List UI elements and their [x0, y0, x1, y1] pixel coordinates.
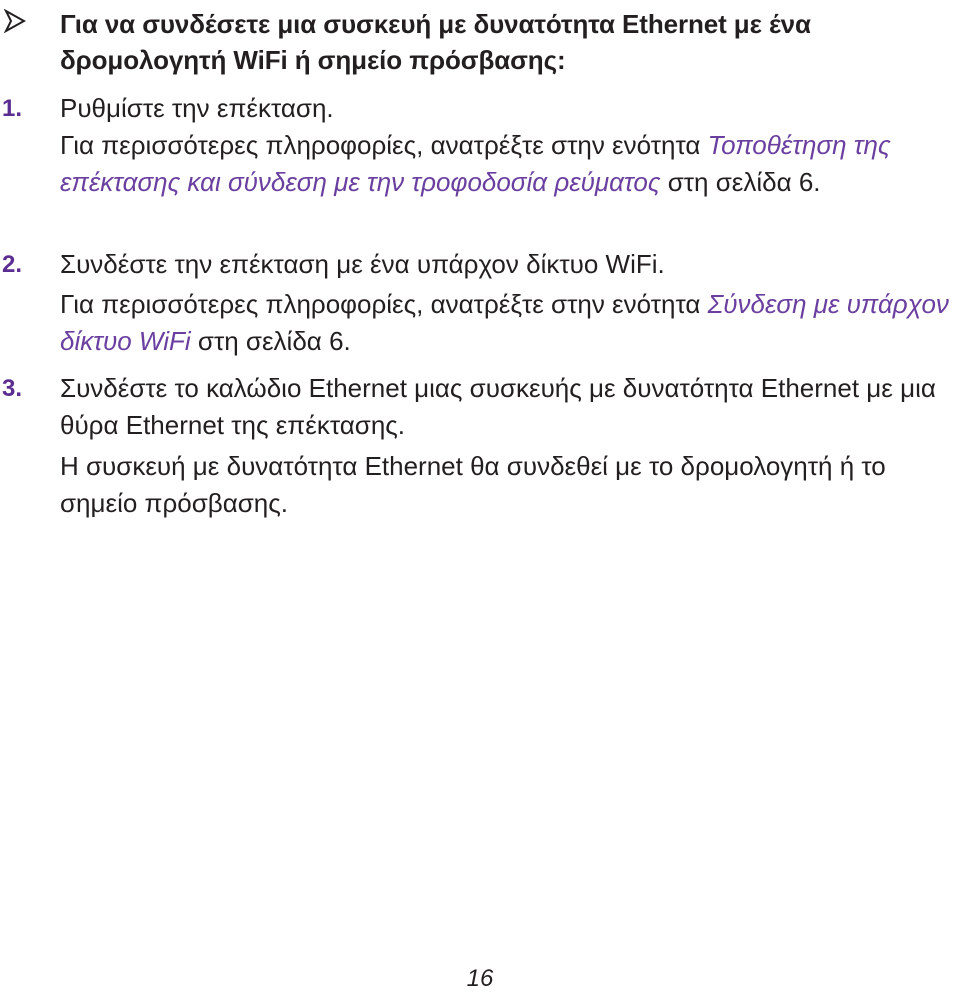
step-2-detail-suffix: στη σελίδα 6.	[197, 326, 351, 356]
step-3-title: Συνδέστε το καλώδιο Ethernet μιας συσκευής με δυνατότητα Ethernet με μια θύρα Ethernet της επέκτασης.	[60, 373, 936, 440]
page-number: 16	[466, 965, 494, 992]
section-heading: Για να συνδέσετε μια συσκευή με δυνατότητα Ethernet με ένα δρομολογητή WiFi ή σημείο πρόσβασης:	[60, 9, 811, 75]
arrow-bullet-icon	[4, 9, 26, 33]
step-2-detail-prefix: Για περισσότερες πληροφορίες, ανατρέξτε στην ενότητα	[60, 289, 701, 319]
step-3	[60, 370, 955, 444]
step-2-number: 2.	[2, 251, 23, 278]
step-1-detail-suffix: στη σελίδα 6.	[667, 167, 821, 197]
step-1-detail-link[interactable]: Τοποθέτηση της επέκτασης και σύνδεση με την τροφοδοσία ρεύματος	[60, 130, 891, 197]
step-3-number: 3.	[2, 375, 23, 402]
step-1-detail	[60, 127, 955, 201]
step-3-detail: Η συσκευή με δυνατότητα Ethernet θα συνδεθεί με το δρομολογητή ή το σημείο πρόσβασης.	[60, 451, 886, 518]
step-2-title: Συνδέστε την επέκταση με ένα υπάρχον δίκτυο WiFi.	[60, 249, 665, 279]
step-1-detail-prefix: Για περισσότερες πληροφορίες, ανατρέξτε στην ενότητα	[60, 130, 701, 160]
step-1-number: 1.	[2, 95, 23, 122]
step-1	[60, 90, 955, 127]
step-2	[60, 246, 955, 283]
step-2-detail	[60, 286, 955, 360]
step-1-title: Ρυθμίστε την επέκταση.	[60, 93, 334, 123]
step-2-detail-link[interactable]: Σύνδεση με υπάρχον δίκτυο WiFi	[60, 289, 949, 356]
